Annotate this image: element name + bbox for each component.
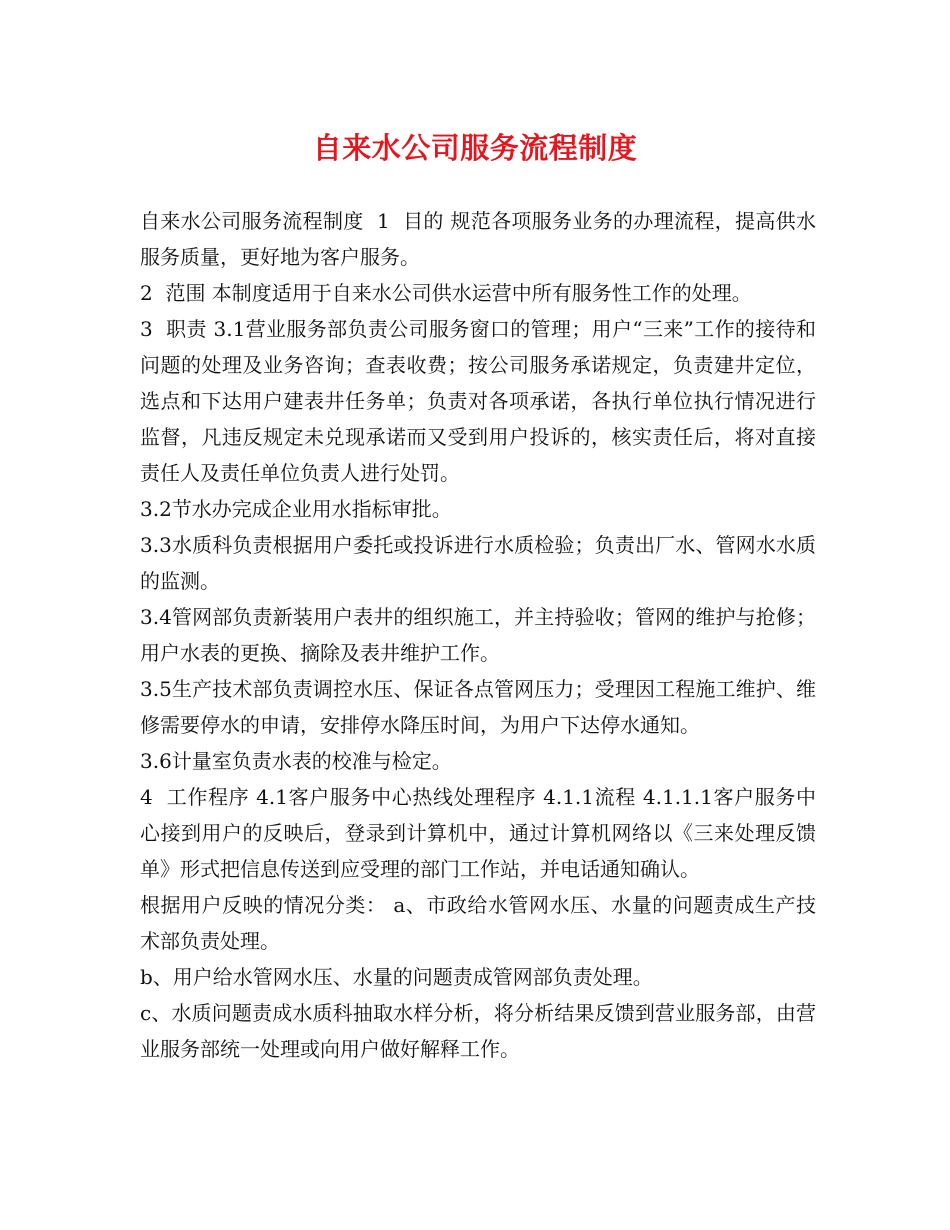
paragraph-3-2: 3.2节水办完成企业用水指标审批。 — [140, 497, 452, 521]
paragraph-3-5: 3.5生产技术部负责调控水压、保证各点管网压力；受理因工程施工维护、维修需要停水的申请，安排停水降压时间，为用户下达停水通知。 — [140, 677, 816, 737]
paragraph-3-4: 3.4管网部负责新装用户表井的组织施工，并主持验收；管网的维护与抢修；用户水表的更换、摘除及表井维护工作。 — [140, 605, 816, 665]
paragraph-intro-purpose: 自来水公司服务流程制度 1 目的 规范各项服务业务的办理流程，提高供水服务质量，更好地为客户服务。 — [140, 209, 816, 269]
paragraph-responsibilities: 3 职责 3.1营业服务部负责公司服务窗口的管理；用户“三来”工作的接待和问题的处理及业务咨询；查表收费；按公司服务承诺规定，负责建井定位，选点和下达用户建表井任务单；负责对各项承诺，各执行单位执行情况进行监督，凡违反规定未兑现承诺而又受到用户投诉的，核实责任后，将对直接责任人及责任单位负责人进行处罚。 — [140, 317, 816, 485]
document-body — [140, 203, 816, 1067]
document-title: 自来水公司服务流程制度 — [312, 131, 638, 165]
paragraph-work-procedure: 4 工作程序 4.1客户服务中心热线处理程序 4.1.1流程 4.1.1.1客户服务中心接到用户的反映后，登录到计算机中，通过计算机网络以《三来处理反馈单》形式把信息传送到应受理的部门工作站，并电话通知确认。 — [140, 785, 816, 881]
paragraph-3-3: 3.3水质科负责根据用户委托或投诉进行水质检验；负责出厂水、管网水水质的监测。 — [140, 533, 816, 593]
paragraph-classification-b: b、用户给水管网水压、水量的问题责成管网部负责处理。 — [140, 965, 653, 989]
paragraph-classification-a: 根据用户反映的情况分类： a、市政给水管网水压、水量的问题责成生产技术部负责处理。 — [140, 893, 816, 953]
paragraph-scope: 2 范围 本制度适用于自来水公司供水运营中所有服务性工作的处理。 — [140, 281, 752, 305]
paragraph-3-6: 3.6计量室负责水表的校准与检定。 — [140, 749, 452, 773]
paragraph-classification-c: c、水质问题责成水质科抽取水样分析，将分析结果反馈到营业服务部，由营业服务部统一处理或向用户做好解释工作。 — [140, 1001, 816, 1061]
